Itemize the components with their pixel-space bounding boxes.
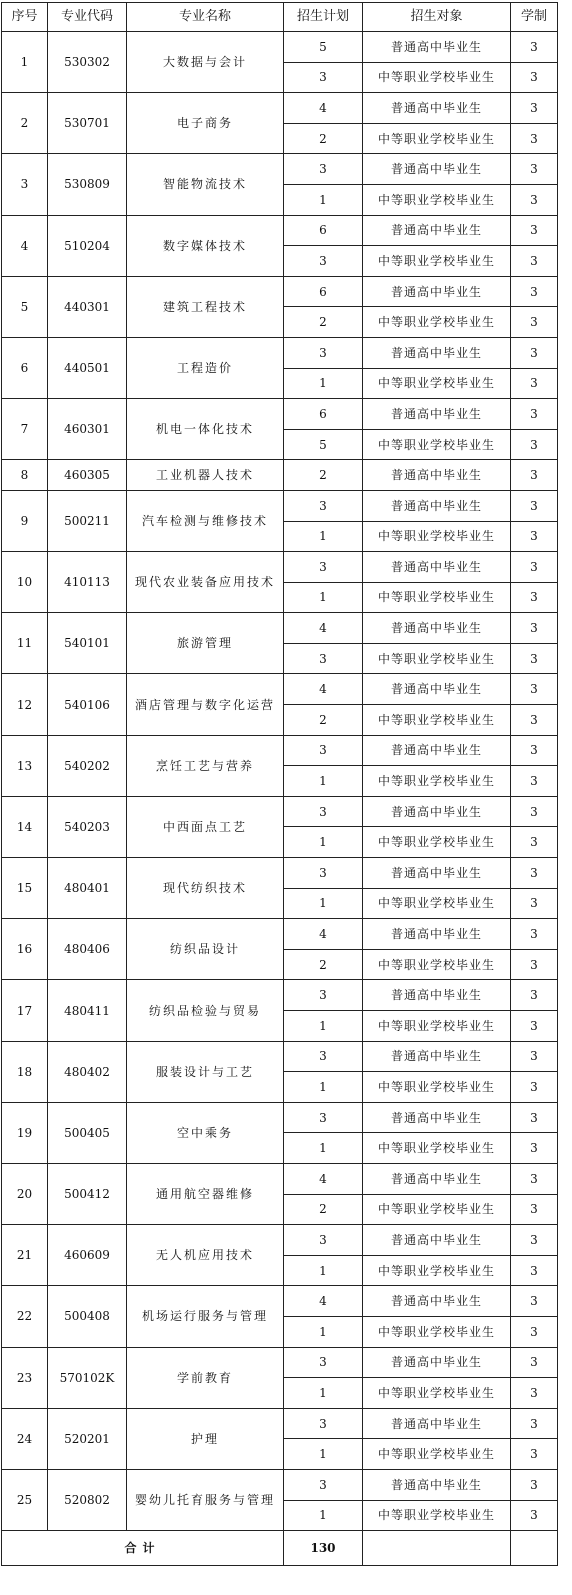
cell-plan: 1	[284, 766, 363, 797]
cell-target: 中等职业学校毕业生	[363, 827, 511, 858]
cell-years: 3	[511, 1011, 558, 1042]
table-row	[2, 796, 558, 827]
cell-plan: 3	[284, 858, 363, 889]
cell-years: 3	[511, 490, 558, 521]
cell-plan: 6	[284, 276, 363, 307]
cell-no: 17	[2, 980, 48, 1041]
cell-code: 500412	[48, 1163, 127, 1224]
cell-no: 11	[2, 613, 48, 674]
table-row	[2, 1225, 558, 1256]
cell-years: 3	[511, 1286, 558, 1317]
cell-plan: 2	[284, 949, 363, 980]
cell-target: 中等职业学校毕业生	[363, 582, 511, 613]
table-row	[2, 32, 558, 63]
cell-target: 中等职业学校毕业生	[363, 307, 511, 338]
cell-target: 中等职业学校毕业生	[363, 705, 511, 736]
cell-target: 普通高中毕业生	[363, 93, 511, 124]
cell-plan: 1	[284, 1133, 363, 1164]
cell-plan: 3	[284, 154, 363, 185]
cell-code: 540101	[48, 613, 127, 674]
table-row	[2, 1041, 558, 1072]
cell-target: 中等职业学校毕业生	[363, 1255, 511, 1286]
cell-years: 3	[511, 1316, 558, 1347]
cell-target: 普通高中毕业生	[363, 460, 511, 491]
cell-plan: 3	[284, 337, 363, 368]
header-target: 招生对象	[363, 3, 511, 32]
cell-years: 3	[511, 1469, 558, 1500]
cell-major-name: 现代纺织技术	[127, 858, 284, 919]
cell-code: 480401	[48, 858, 127, 919]
cell-target: 中等职业学校毕业生	[363, 1500, 511, 1531]
cell-no: 25	[2, 1469, 48, 1530]
cell-code: 460301	[48, 399, 127, 460]
cell-code: 520802	[48, 1469, 127, 1530]
cell-plan: 3	[284, 62, 363, 93]
table-row	[2, 735, 558, 766]
total-value: 130	[284, 1531, 363, 1566]
cell-no: 5	[2, 276, 48, 337]
cell-plan: 1	[284, 1011, 363, 1042]
cell-no: 20	[2, 1163, 48, 1224]
cell-years: 3	[511, 399, 558, 430]
cell-target: 普通高中毕业生	[363, 337, 511, 368]
cell-years: 3	[511, 949, 558, 980]
cell-no: 8	[2, 460, 48, 491]
table-row	[2, 552, 558, 583]
cell-years: 3	[511, 1163, 558, 1194]
cell-target: 中等职业学校毕业生	[363, 1072, 511, 1103]
cell-target: 中等职业学校毕业生	[363, 1378, 511, 1409]
cell-target: 中等职业学校毕业生	[363, 368, 511, 399]
cell-years: 3	[511, 184, 558, 215]
cell-no: 21	[2, 1225, 48, 1286]
cell-years: 3	[511, 93, 558, 124]
cell-plan: 3	[284, 246, 363, 277]
cell-plan: 4	[284, 1163, 363, 1194]
cell-code: 500408	[48, 1286, 127, 1347]
cell-years: 3	[511, 337, 558, 368]
table-row	[2, 93, 558, 124]
cell-major-name: 大数据与会计	[127, 32, 284, 93]
total-empty-years	[511, 1531, 558, 1566]
cell-major-name: 无人机应用技术	[127, 1225, 284, 1286]
cell-code: 410113	[48, 552, 127, 613]
table-row	[2, 858, 558, 889]
cell-plan: 1	[284, 184, 363, 215]
cell-plan: 3	[284, 643, 363, 674]
enrollment-plan-table	[1, 2, 558, 1566]
cell-target: 普通高中毕业生	[363, 154, 511, 185]
cell-major-name: 工程造价	[127, 337, 284, 398]
cell-plan: 1	[284, 1316, 363, 1347]
cell-plan: 3	[284, 552, 363, 583]
table-row	[2, 154, 558, 185]
cell-years: 3	[511, 154, 558, 185]
table-row	[2, 1163, 558, 1194]
cell-code: 500405	[48, 1102, 127, 1163]
table-row	[2, 1102, 558, 1133]
cell-plan: 4	[284, 613, 363, 644]
cell-code: 540202	[48, 735, 127, 796]
cell-plan: 1	[284, 521, 363, 552]
cell-plan: 1	[284, 368, 363, 399]
cell-target: 普通高中毕业生	[363, 1286, 511, 1317]
table-row	[2, 490, 558, 521]
cell-plan: 3	[284, 980, 363, 1011]
cell-plan: 1	[284, 827, 363, 858]
cell-years: 3	[511, 552, 558, 583]
cell-no: 4	[2, 215, 48, 276]
cell-target: 普通高中毕业生	[363, 215, 511, 246]
cell-plan: 3	[284, 490, 363, 521]
cell-no: 6	[2, 337, 48, 398]
cell-years: 3	[511, 1439, 558, 1470]
cell-years: 3	[511, 1225, 558, 1256]
table-row	[2, 919, 558, 950]
cell-target: 普通高中毕业生	[363, 1102, 511, 1133]
cell-target: 中等职业学校毕业生	[363, 429, 511, 460]
table-row	[2, 1408, 558, 1439]
cell-code: 510204	[48, 215, 127, 276]
cell-target: 中等职业学校毕业生	[363, 123, 511, 154]
cell-code: 480406	[48, 919, 127, 980]
cell-years: 3	[511, 582, 558, 613]
cell-years: 3	[511, 1102, 558, 1133]
cell-target: 中等职业学校毕业生	[363, 643, 511, 674]
cell-target: 普通高中毕业生	[363, 1163, 511, 1194]
header-years: 学制	[511, 3, 558, 32]
cell-plan: 3	[284, 1041, 363, 1072]
cell-target: 中等职业学校毕业生	[363, 766, 511, 797]
cell-target: 中等职业学校毕业生	[363, 1133, 511, 1164]
table-row	[2, 276, 558, 307]
cell-no: 23	[2, 1347, 48, 1408]
cell-years: 3	[511, 858, 558, 889]
cell-years: 3	[511, 980, 558, 1011]
cell-years: 3	[511, 888, 558, 919]
cell-target: 中等职业学校毕业生	[363, 62, 511, 93]
cell-no: 3	[2, 154, 48, 215]
table-row	[2, 1286, 558, 1317]
cell-major-name: 通用航空器维修	[127, 1163, 284, 1224]
cell-target: 普通高中毕业生	[363, 1041, 511, 1072]
cell-target: 普通高中毕业生	[363, 980, 511, 1011]
cell-plan: 5	[284, 429, 363, 460]
cell-years: 3	[511, 276, 558, 307]
cell-target: 中等职业学校毕业生	[363, 949, 511, 980]
cell-years: 3	[511, 460, 558, 491]
table-row	[2, 674, 558, 705]
cell-target: 普通高中毕业生	[363, 276, 511, 307]
cell-plan: 2	[284, 460, 363, 491]
table-row	[2, 1347, 558, 1378]
cell-plan: 5	[284, 32, 363, 63]
cell-plan: 3	[284, 735, 363, 766]
cell-years: 3	[511, 1133, 558, 1164]
cell-no: 12	[2, 674, 48, 735]
cell-years: 3	[511, 766, 558, 797]
cell-target: 普通高中毕业生	[363, 613, 511, 644]
cell-years: 3	[511, 368, 558, 399]
cell-years: 3	[511, 1041, 558, 1072]
cell-years: 3	[511, 796, 558, 827]
header-code: 专业代码	[48, 3, 127, 32]
cell-years: 3	[511, 246, 558, 277]
cell-plan: 2	[284, 1194, 363, 1225]
cell-no: 2	[2, 93, 48, 154]
table-row	[2, 1469, 558, 1500]
cell-years: 3	[511, 1378, 558, 1409]
cell-plan: 4	[284, 674, 363, 705]
cell-years: 3	[511, 643, 558, 674]
total-row	[2, 1531, 558, 1566]
cell-years: 3	[511, 215, 558, 246]
cell-code: 540106	[48, 674, 127, 735]
cell-plan: 2	[284, 705, 363, 736]
cell-years: 3	[511, 307, 558, 338]
cell-no: 16	[2, 919, 48, 980]
cell-major-name: 服装设计与工艺	[127, 1041, 284, 1102]
cell-years: 3	[511, 429, 558, 460]
cell-no: 13	[2, 735, 48, 796]
table-body	[2, 32, 558, 1531]
cell-no: 10	[2, 552, 48, 613]
cell-target: 中等职业学校毕业生	[363, 1439, 511, 1470]
cell-target: 普通高中毕业生	[363, 552, 511, 583]
cell-target: 普通高中毕业生	[363, 1347, 511, 1378]
cell-plan: 4	[284, 1286, 363, 1317]
table-row	[2, 215, 558, 246]
cell-target: 普通高中毕业生	[363, 490, 511, 521]
header-no: 序号	[2, 3, 48, 32]
cell-plan: 1	[284, 1255, 363, 1286]
cell-code: 530809	[48, 154, 127, 215]
cell-major-name: 学前教育	[127, 1347, 284, 1408]
cell-target: 普通高中毕业生	[363, 1408, 511, 1439]
cell-plan: 4	[284, 93, 363, 124]
cell-no: 14	[2, 796, 48, 857]
cell-no: 15	[2, 858, 48, 919]
cell-no: 18	[2, 1041, 48, 1102]
cell-years: 3	[511, 827, 558, 858]
cell-plan: 3	[284, 796, 363, 827]
cell-plan: 3	[284, 1469, 363, 1500]
cell-major-name: 旅游管理	[127, 613, 284, 674]
cell-years: 3	[511, 674, 558, 705]
cell-plan: 2	[284, 307, 363, 338]
header-name: 专业名称	[127, 3, 284, 32]
cell-target: 普通高中毕业生	[363, 399, 511, 430]
cell-major-name: 工业机器人技术	[127, 460, 284, 491]
cell-plan: 3	[284, 1408, 363, 1439]
cell-major-name: 纺织品设计	[127, 919, 284, 980]
cell-target: 中等职业学校毕业生	[363, 246, 511, 277]
table-header-row	[2, 3, 558, 32]
cell-major-name: 机电一体化技术	[127, 399, 284, 460]
cell-target: 普通高中毕业生	[363, 1225, 511, 1256]
cell-years: 3	[511, 1408, 558, 1439]
cell-target: 中等职业学校毕业生	[363, 1316, 511, 1347]
cell-no: 24	[2, 1408, 48, 1469]
cell-major-name: 酒店管理与数字化运营	[127, 674, 284, 735]
cell-years: 3	[511, 1072, 558, 1103]
cell-major-name: 机场运行服务与管理	[127, 1286, 284, 1347]
table-row	[2, 337, 558, 368]
cell-major-name: 建筑工程技术	[127, 276, 284, 337]
cell-no: 19	[2, 1102, 48, 1163]
cell-major-name: 汽车检测与维修技术	[127, 490, 284, 551]
cell-plan: 1	[284, 1500, 363, 1531]
cell-plan: 6	[284, 215, 363, 246]
cell-no: 1	[2, 32, 48, 93]
cell-years: 3	[511, 919, 558, 950]
cell-code: 530302	[48, 32, 127, 93]
cell-code: 440301	[48, 276, 127, 337]
cell-target: 中等职业学校毕业生	[363, 521, 511, 552]
cell-target: 中等职业学校毕业生	[363, 1194, 511, 1225]
cell-years: 3	[511, 1347, 558, 1378]
cell-years: 3	[511, 1500, 558, 1531]
table-row	[2, 980, 558, 1011]
cell-years: 3	[511, 705, 558, 736]
cell-target: 普通高中毕业生	[363, 858, 511, 889]
total-label: 合计	[2, 1531, 284, 1566]
cell-plan: 3	[284, 1347, 363, 1378]
cell-major-name: 现代农业装备应用技术	[127, 552, 284, 613]
cell-plan: 6	[284, 399, 363, 430]
cell-target: 普通高中毕业生	[363, 796, 511, 827]
cell-code: 460305	[48, 460, 127, 491]
table-row	[2, 460, 558, 491]
cell-plan: 1	[284, 888, 363, 919]
header-plan: 招生计划	[284, 3, 363, 32]
cell-code: 440501	[48, 337, 127, 398]
cell-plan: 3	[284, 1225, 363, 1256]
cell-code: 480402	[48, 1041, 127, 1102]
cell-years: 3	[511, 735, 558, 766]
cell-code: 520201	[48, 1408, 127, 1469]
cell-years: 3	[511, 1255, 558, 1286]
cell-plan: 3	[284, 1102, 363, 1133]
cell-target: 中等职业学校毕业生	[363, 888, 511, 919]
table-row	[2, 399, 558, 430]
cell-target: 中等职业学校毕业生	[363, 1011, 511, 1042]
cell-code: 460609	[48, 1225, 127, 1286]
cell-no: 9	[2, 490, 48, 551]
cell-plan: 1	[284, 1072, 363, 1103]
cell-code: 540203	[48, 796, 127, 857]
cell-major-name: 智能物流技术	[127, 154, 284, 215]
cell-target: 普通高中毕业生	[363, 674, 511, 705]
cell-major-name: 中西面点工艺	[127, 796, 284, 857]
cell-years: 3	[511, 32, 558, 63]
cell-major-name: 婴幼儿托育服务与管理	[127, 1469, 284, 1530]
cell-target: 中等职业学校毕业生	[363, 184, 511, 215]
cell-target: 普通高中毕业生	[363, 1469, 511, 1500]
cell-years: 3	[511, 521, 558, 552]
table-row	[2, 613, 558, 644]
cell-plan: 4	[284, 919, 363, 950]
cell-plan: 1	[284, 582, 363, 613]
cell-code: 500211	[48, 490, 127, 551]
cell-years: 3	[511, 62, 558, 93]
cell-code: 530701	[48, 93, 127, 154]
cell-target: 普通高中毕业生	[363, 919, 511, 950]
cell-major-name: 护理	[127, 1408, 284, 1469]
cell-plan: 1	[284, 1378, 363, 1409]
cell-major-name: 数字媒体技术	[127, 215, 284, 276]
cell-no: 22	[2, 1286, 48, 1347]
cell-major-name: 空中乘务	[127, 1102, 284, 1163]
cell-major-name: 电子商务	[127, 93, 284, 154]
cell-major-name: 纺织品检验与贸易	[127, 980, 284, 1041]
cell-years: 3	[511, 613, 558, 644]
cell-major-name: 烹饪工艺与营养	[127, 735, 284, 796]
cell-years: 3	[511, 1194, 558, 1225]
cell-code: 570102K	[48, 1347, 127, 1408]
cell-plan: 2	[284, 123, 363, 154]
cell-years: 3	[511, 123, 558, 154]
cell-code: 480411	[48, 980, 127, 1041]
cell-plan: 1	[284, 1439, 363, 1470]
cell-target: 普通高中毕业生	[363, 735, 511, 766]
cell-no: 7	[2, 399, 48, 460]
total-empty-target	[363, 1531, 511, 1566]
cell-target: 普通高中毕业生	[363, 32, 511, 63]
